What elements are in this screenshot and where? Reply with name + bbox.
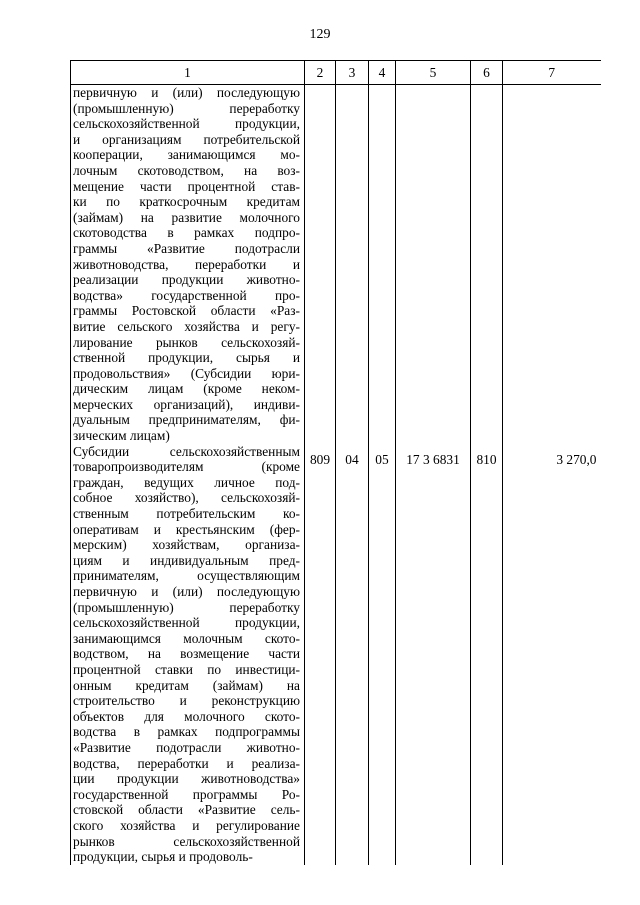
- description-line: (промышленную) переработку: [73, 599, 300, 615]
- description-line: занимающимся молочным ското-: [73, 630, 300, 646]
- row-code-section: [305, 85, 336, 444]
- row-code-subsection: [336, 85, 369, 444]
- description-line: витие сельского хозяйства и регу-: [73, 318, 300, 334]
- description-line: дическим лицам (кроме неком-: [73, 381, 300, 397]
- column-header-4: 4: [369, 61, 396, 85]
- column-header-3: 3: [336, 61, 369, 85]
- description-line: водства» государственной про-: [73, 287, 300, 303]
- description-line: мерским) хозяйствам, организа-: [73, 537, 300, 553]
- description-line: лочным скотоводством, на воз-: [73, 162, 300, 178]
- description-line: строительство и реконструкцию: [73, 693, 300, 709]
- row-expense-type: 810: [471, 444, 503, 865]
- description-line: продукции, сырья и продоволь-: [73, 849, 253, 865]
- description-line: первичную и (или) последующую: [73, 85, 300, 100]
- description-line: лирование рынков сельскохозяй-: [73, 334, 300, 350]
- table-row: [71, 444, 601, 865]
- description-line: водства в рамках подпрограммы: [73, 724, 300, 740]
- budget-table: [70, 60, 601, 865]
- row-amount: 3 270,0: [503, 444, 601, 865]
- row-amount: [503, 85, 601, 444]
- description-line: онным кредитам (займам) на: [73, 677, 300, 693]
- description-line: рынков сельскохозяйственной: [73, 833, 300, 849]
- description-line: скотоводства в рамках подпро-: [73, 225, 300, 241]
- description-line: граждан, ведущих личное под-: [73, 474, 300, 490]
- row-code-section: 809: [305, 444, 336, 865]
- column-header-2: 2: [305, 61, 336, 85]
- column-header-7: 7: [503, 61, 601, 85]
- description-line: объектов для молочного ското-: [73, 708, 300, 724]
- row-description-text: [73, 444, 300, 865]
- description-line: оперативам и крестьянским (фер-: [73, 521, 300, 537]
- description-line: граммы Ростовской области «Раз-: [73, 303, 300, 319]
- row-target-code: [396, 85, 471, 444]
- description-line: водством, на возмещение части: [73, 646, 300, 662]
- column-header-1: 1: [71, 61, 305, 85]
- row-code-item: 05: [369, 444, 396, 865]
- description-line: мещение части процентной став-: [73, 178, 300, 194]
- description-line: ции продукции животноводства»: [73, 771, 300, 787]
- description-line: (промышленную) переработку: [73, 100, 300, 116]
- description-line: (займам) на развитие молочного: [73, 209, 300, 225]
- description-line: первичную и (или) последующую: [73, 584, 300, 599]
- description-line: продовольствия» (Субсидии юри-: [73, 365, 300, 381]
- description-line: товаропроизводителям (кроме: [73, 459, 300, 475]
- header-row: [71, 61, 601, 85]
- description-line: собное хозяйство), сельскохозяй-: [73, 490, 300, 506]
- description-line: мерческих организаций), индиви-: [73, 396, 300, 412]
- row-description: [71, 444, 305, 865]
- description-line: принимателям, осуществляющим: [73, 568, 300, 584]
- description-line: ственным потребительским ко-: [73, 506, 300, 522]
- description-line: ки по краткосрочным кредитам: [73, 194, 300, 210]
- description-line: и организациям потребительской: [73, 131, 300, 147]
- table-row: [71, 85, 601, 444]
- description-line: граммы «Развитие подотрасли: [73, 240, 300, 256]
- description-line: реализации продукции животно-: [73, 272, 300, 288]
- description-line: сельскохозяйственной продукции,: [73, 615, 300, 631]
- description-line: ственной продукции, сырья и: [73, 350, 300, 366]
- description-line: государственной программы Ро-: [73, 786, 300, 802]
- description-line: «Развитие подотрасли животно-: [73, 739, 300, 755]
- description-line: водства, переработки и реализа-: [73, 755, 300, 771]
- page-number: 129: [309, 27, 331, 42]
- description-line: сельскохозяйственной продукции,: [73, 116, 300, 132]
- description-line: кооперации, занимающимся мо-: [73, 147, 300, 163]
- row-description: [71, 85, 305, 444]
- column-header-5: 5: [396, 61, 471, 85]
- column-header-6: 6: [471, 61, 503, 85]
- description-line: Субсидии сельскохозяйственным: [73, 443, 300, 459]
- row-description-text: [73, 85, 300, 444]
- row-code-item: [369, 85, 396, 444]
- description-line: ского хозяйства и регулирование: [73, 817, 300, 833]
- description-line: процентной ставки по инвестици-: [73, 661, 300, 677]
- description-line: стовской области «Развитие сель-: [73, 802, 300, 818]
- row-expense-type: [471, 85, 503, 444]
- description-line: животноводства, переработки и: [73, 256, 300, 272]
- row-target-code: 17 3 6831: [396, 444, 471, 865]
- description-line: зическим лицам): [73, 428, 170, 444]
- description-line: циям и индивидуальным пред-: [73, 552, 300, 568]
- row-code-subsection: 04: [336, 444, 369, 865]
- description-line: дуальным предпринимателям, фи-: [73, 412, 300, 428]
